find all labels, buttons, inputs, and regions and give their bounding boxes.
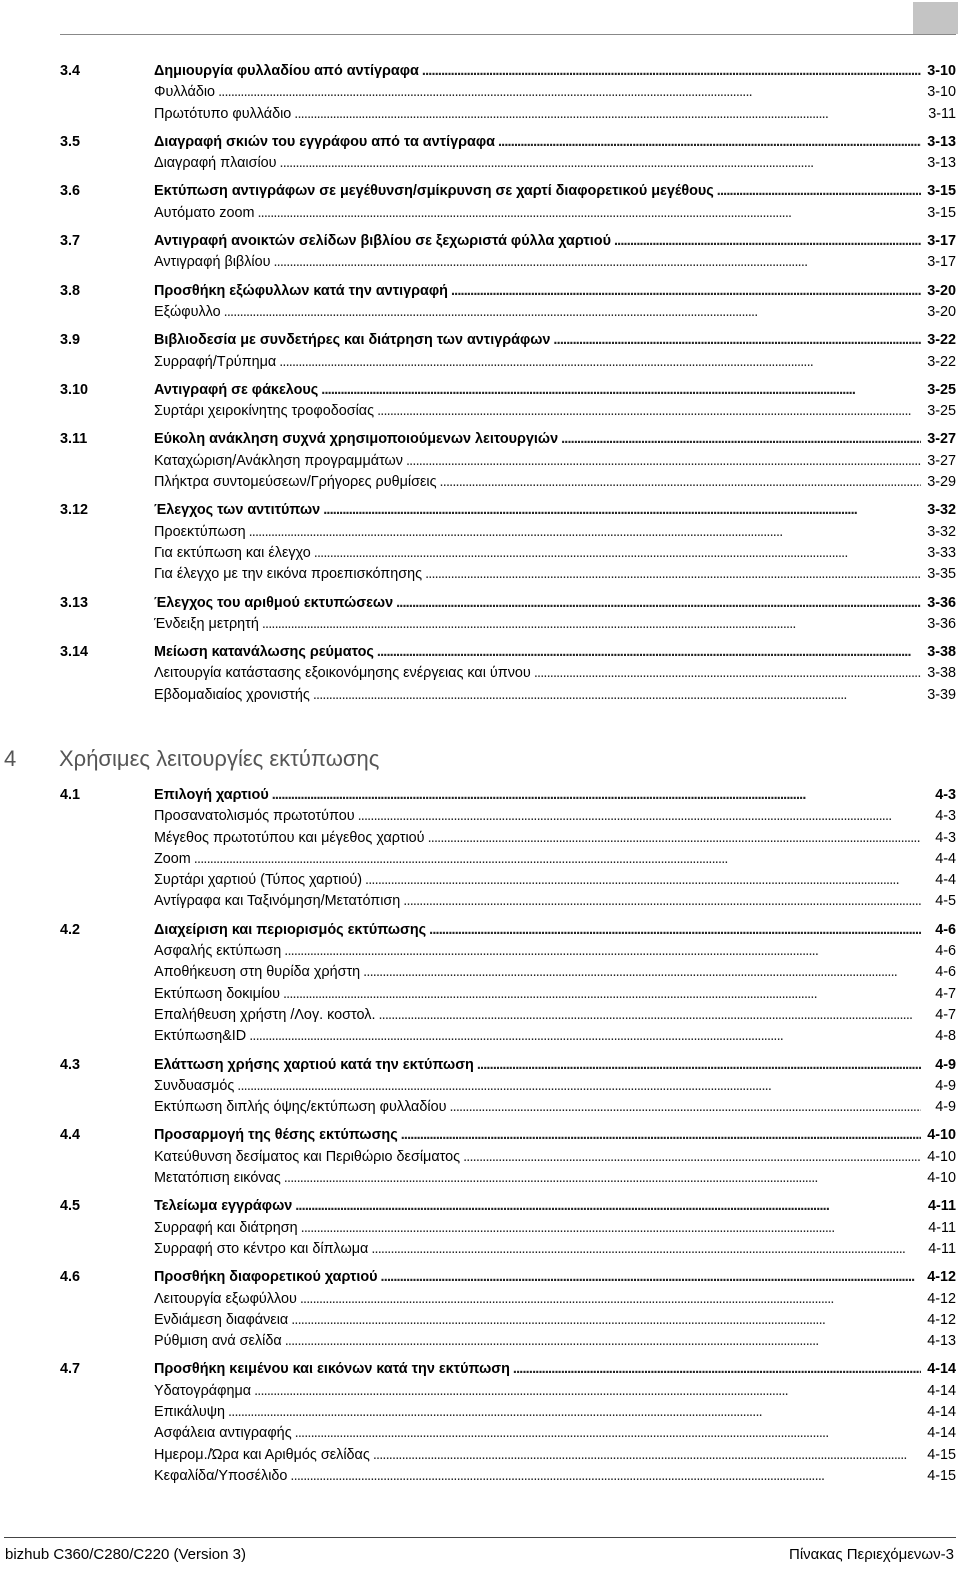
subsection-title: Μέγεθος πρωτοτύπου και μέγεθος χαρτιού: [154, 829, 425, 846]
page-ref: 3-36: [927, 615, 956, 632]
dot-leader: [561, 429, 921, 450]
subsection-title: Λειτουργία εξωφύλλου: [154, 1290, 297, 1307]
top-divider: [60, 34, 956, 35]
bottom-divider: [4, 1537, 956, 1538]
page-ref: 4-9: [935, 1056, 956, 1073]
subsection-title: Αντιγραφή βιβλίου: [154, 254, 271, 271]
dot-leader: [291, 1310, 921, 1331]
page-ref: 3-13: [927, 155, 956, 172]
section-number: 3.12: [60, 502, 89, 519]
page-ref: 4-11: [928, 1219, 956, 1236]
subsection-title: Ενδιάμεση διαφάνεια: [154, 1311, 289, 1328]
page-ref: 4-13: [927, 1333, 956, 1350]
subsection-title: Κατεύθυνση δεσίματος και Περιθώριο δεσίματος: [154, 1148, 461, 1165]
page-ref: 4-12: [927, 1269, 956, 1286]
toc-subsection-row[interactable]: [60, 1218, 956, 1239]
dot-leader: [406, 451, 921, 472]
toc-section: [60, 61, 956, 125]
toc-subsection-row[interactable]: [60, 663, 956, 684]
dot-leader: [534, 663, 921, 684]
section-number: 4.5: [60, 1198, 81, 1215]
subsection-title: Για έλεγχο με την εικόνα προεπισκόπησης: [154, 566, 423, 583]
page-ref: 4-4: [935, 850, 956, 867]
page-ref: 3-15: [927, 204, 956, 221]
toc-section-row[interactable]: [60, 1125, 956, 1146]
subsection-title: Ημερομ./Ώρα και Αριθμός σελίδας: [154, 1446, 370, 1463]
toc-subsection-row[interactable]: [60, 828, 956, 849]
page-corner-tab: [913, 2, 958, 34]
dot-leader: [249, 522, 921, 543]
page-ref: 3-27: [927, 452, 956, 469]
page-ref: 3-25: [927, 381, 956, 398]
dot-leader: [273, 252, 921, 273]
dot-leader: [377, 401, 921, 422]
subsection-title: Αυτόματο zoom: [154, 204, 255, 221]
page-ref: 4-8: [935, 1028, 956, 1045]
page-ref: 4-14: [927, 1361, 956, 1378]
section-number: 3.10: [60, 381, 89, 398]
section-title: Αντιγραφή ανοικτών σελίδων βιβλίου σε ξεχωριστά φύλλα χαρτιού: [154, 233, 611, 250]
toc-section-row[interactable]: [60, 181, 956, 202]
subsection-title: Συνδυασμός: [154, 1077, 235, 1094]
toc-subsection-row[interactable]: [60, 962, 956, 983]
subsection-title: Φυλλάδιο: [154, 84, 216, 101]
page-ref: 4-14: [927, 1404, 956, 1421]
page-ref: 3-35: [927, 566, 956, 583]
toc-section: [60, 132, 956, 175]
toc-subsection-row[interactable]: [60, 1005, 956, 1026]
toc-section: [60, 1359, 956, 1487]
toc-section-row[interactable]: [60, 593, 956, 614]
section-number: 3.14: [60, 644, 89, 661]
subsection-title: Αποθήκευση στη θυρίδα χρήστη: [154, 964, 361, 981]
section-title: Ελάττωση χρήσης χαρτιού κατά την εκτύπωση: [154, 1056, 474, 1073]
subsection-title: Μετατόπιση εικόνας: [154, 1170, 281, 1187]
page-ref: 3-13: [927, 133, 956, 150]
page-ref: 4-15: [927, 1467, 956, 1484]
toc-subsection-row[interactable]: [60, 104, 956, 125]
chapter-title: Χρήσιμες λειτουργίες εκτύπωσης: [59, 746, 380, 771]
dot-leader: [358, 806, 921, 827]
toc-subsection-row[interactable]: [60, 472, 956, 493]
dot-leader: [313, 685, 921, 706]
subsection-title: Εκτύπωση διπλής όψης/εκτύπωση φυλλαδίου: [154, 1099, 447, 1116]
toc-section-row[interactable]: [60, 1267, 956, 1288]
page-ref: 3-25: [927, 403, 956, 420]
page-ref: 4-14: [927, 1382, 956, 1399]
footer-product-name: bizhub C360/C280/C220 (Version 3): [5, 1546, 246, 1563]
page-ref: 4-12: [927, 1311, 956, 1328]
page-ref: 3-27: [927, 431, 956, 448]
page-ref: 4-10: [927, 1148, 956, 1165]
toc-section: [60, 231, 956, 274]
toc-subsection-row[interactable]: [60, 522, 956, 543]
page-ref: 3-38: [927, 644, 956, 661]
page-ref: 4-9: [935, 1077, 956, 1094]
dot-leader: [463, 1147, 921, 1168]
section-title: Προσθήκη εξώφυλλων κατά την αντιγραφή: [154, 282, 448, 299]
section-number: 3.5: [60, 133, 81, 150]
chapter-number: 4: [4, 746, 17, 771]
dot-leader: [257, 203, 921, 224]
toc-subsection-row[interactable]: [60, 1402, 956, 1423]
dot-leader: [295, 1423, 921, 1444]
subsection-title: Αντίγραφα και Ταξινόμηση/Μετατόπιση: [154, 893, 401, 910]
toc-subsection-row[interactable]: [60, 1289, 956, 1310]
subsection-title: Ένδειξη μετρητή: [154, 615, 259, 632]
subsection-title: Συρραφή και διάτρηση: [154, 1219, 298, 1236]
toc-section: [60, 281, 956, 324]
section-number: 4.4: [60, 1127, 81, 1144]
toc-subsection-row[interactable]: [60, 1466, 956, 1487]
section-title: Μείωση κατανάλωσης ρεύματος: [154, 644, 374, 661]
toc-section-row[interactable]: [60, 1359, 956, 1380]
toc-subsection-row[interactable]: [60, 1331, 956, 1352]
toc-section: [60, 593, 956, 636]
toc-subsection-row[interactable]: [60, 564, 956, 585]
section-number: 4.7: [60, 1361, 81, 1378]
toc-subsection-row[interactable]: [60, 1026, 956, 1047]
page-ref: 3-38: [927, 665, 956, 682]
dot-leader: [429, 920, 921, 941]
subsection-title: Συρραφή/Τρύπημα: [154, 353, 277, 370]
dot-leader: [422, 61, 921, 82]
toc-section: [60, 330, 956, 373]
page-ref: 4-14: [927, 1425, 956, 1442]
toc-subsection-row[interactable]: [60, 685, 956, 706]
dot-leader: [377, 642, 921, 663]
toc-section-row[interactable]: [60, 61, 956, 82]
subsection-title: Ασφαλής εκτύπωση: [154, 943, 282, 960]
subsection-title: Πρωτότυπο φυλλάδιο: [154, 105, 292, 122]
toc-section-row[interactable]: [60, 1196, 956, 1217]
dot-leader: [449, 1097, 921, 1118]
dot-leader: [300, 1289, 921, 1310]
page-ref: 4-10: [927, 1127, 956, 1144]
section-title: Προσθήκη διαφορετικού χαρτιού: [154, 1269, 378, 1286]
section-title: Εκτύπωση αντιγράφων σε μεγέθυνση/σμίκρυνση σε χαρτί διαφορετικού μεγέθους: [154, 183, 714, 200]
toc-section: [60, 1267, 956, 1352]
page-ref: 4-6: [935, 943, 956, 960]
page-ref: 4-9: [935, 1099, 956, 1116]
page-ref: 4-6: [935, 921, 956, 938]
toc-section-row[interactable]: [60, 429, 956, 450]
dot-leader: [295, 1196, 921, 1217]
section-number: 4.6: [60, 1269, 81, 1286]
page-ref: 3-36: [927, 594, 956, 611]
page-ref: 3-20: [927, 303, 956, 320]
subsection-title: Εκτύπωση&ID: [154, 1028, 247, 1045]
toc-subsection-row[interactable]: [60, 1076, 956, 1097]
toc-subsection-row[interactable]: [60, 1147, 956, 1168]
dot-leader: [553, 330, 921, 351]
section-title: Επιλογή χαρτιού: [154, 787, 269, 803]
subsection-title: Για εκτύπωση και έλεγχο: [154, 544, 311, 561]
toc-subsection-row[interactable]: [60, 984, 956, 1005]
page-ref: 4-11: [927, 1198, 956, 1215]
dot-leader: [272, 785, 921, 806]
dot-leader: [451, 281, 921, 302]
dot-leader: [477, 1055, 921, 1076]
subsection-title: Υδατογράφημα: [154, 1382, 252, 1399]
page-ref: 3-22: [927, 353, 956, 370]
toc-subsection-row[interactable]: [60, 1310, 956, 1331]
page-ref: 4-6: [935, 964, 956, 981]
subsection-title: Προεκτύπωση: [154, 523, 246, 540]
chapter-heading: [4, 746, 379, 772]
toc-section-row[interactable]: [60, 380, 956, 401]
toc-section-row[interactable]: [60, 785, 956, 806]
toc-section-row[interactable]: [60, 500, 956, 521]
toc-subsection-row[interactable]: [60, 891, 956, 912]
subsection-title: Ασφάλεια αντιγραφής: [154, 1425, 292, 1442]
toc-subsection-row[interactable]: [60, 1423, 956, 1444]
section-title: Προσαρμογή της θέσης εκτύπωσης: [154, 1127, 398, 1144]
dot-leader: [513, 1359, 921, 1380]
toc-section: [60, 1055, 956, 1119]
toc-subsection-row[interactable]: [60, 153, 956, 174]
toc-subsection-row[interactable]: [60, 203, 956, 224]
page-ref: 4-10: [927, 1170, 956, 1187]
subsection-title: Συρραφή στο κέντρο και δίπλωμα: [154, 1240, 369, 1257]
subsection-title: Zoom: [154, 850, 191, 867]
page-ref: 4-7: [935, 985, 956, 1002]
dot-leader: [378, 1005, 921, 1026]
toc-subsection-row[interactable]: [60, 849, 956, 870]
subsection-title: Επαλήθευση χρήστη /Λογ. κοστολ.: [154, 1006, 376, 1023]
page-ref: 3-32: [927, 523, 956, 540]
page-ref: 4-3: [935, 787, 956, 803]
dot-leader: [279, 352, 921, 373]
subsection-title: Προσανατολισμός πρωτοτύπου: [154, 808, 355, 825]
dot-leader: [224, 302, 921, 323]
page-ref: 3-20: [927, 282, 956, 299]
toc-section-row[interactable]: [60, 281, 956, 302]
dot-leader: [614, 231, 921, 252]
page-ref: 3-10: [927, 63, 956, 79]
dot-leader: [365, 870, 921, 891]
subsection-title: Πλήκτρα συντομεύσεων/Γρήγορες ρυθμίσεις: [154, 474, 437, 491]
subsection-title: Συρτάρι χαρτιού (Τύπος χαρτιού): [154, 872, 363, 889]
page-ref: 3-17: [927, 254, 956, 271]
toc-section: [60, 181, 956, 224]
toc-section-row[interactable]: [60, 231, 956, 252]
toc-subsection-row[interactable]: [60, 1239, 956, 1260]
toc-section: [60, 1196, 956, 1260]
page-ref: 3-39: [927, 686, 956, 703]
page-ref: 4-3: [935, 808, 956, 825]
page-ref: 3-29: [927, 474, 956, 491]
subsection-title: Λειτουργία κατάστασης εξοικονόμησης ενέργειας και ύπνου: [154, 665, 531, 682]
subsection-title: Διαγραφή πλαισίου: [154, 155, 277, 172]
footer-page-number: Πίνακας Περιεχόμενων-3: [789, 1546, 954, 1563]
dot-leader: [283, 984, 921, 1005]
page-ref: 3-17: [927, 233, 956, 250]
dot-leader: [403, 891, 921, 912]
section-title: Έλεγχος των αντιτύπων: [154, 502, 321, 519]
section-title: Αντιγραφή σε φάκελους: [154, 381, 319, 398]
subsection-title: Εβδομαδιαίος χρονιστής: [154, 686, 310, 703]
subsection-title: Επικάλυψη: [154, 1404, 226, 1421]
section-number: 4.1: [60, 787, 81, 803]
dot-leader: [425, 564, 921, 585]
toc-section-row[interactable]: [60, 920, 956, 941]
toc-subsection-row[interactable]: [60, 82, 956, 103]
toc-subsection-row[interactable]: [60, 302, 956, 323]
dot-leader: [290, 1466, 921, 1487]
dot-leader: [373, 1445, 921, 1466]
subsection-title: Κεφαλίδα/Υποσέλιδο: [154, 1467, 288, 1484]
subsection-title: Ρύθμιση ανά σελίδα: [154, 1333, 282, 1350]
toc-subsection-row[interactable]: [60, 1097, 956, 1118]
toc-subsection-row[interactable]: [60, 941, 956, 962]
toc-section-row[interactable]: [60, 330, 956, 351]
subsection-title: Εξώφυλλο: [154, 303, 221, 320]
toc-subsection-row[interactable]: [60, 1168, 956, 1189]
section-title: Διαγραφή σκιών του εγγράφου από τα αντίγραφα: [154, 133, 495, 150]
toc-section: [60, 380, 956, 423]
section-number: 4.2: [60, 921, 81, 938]
toc-chapter-3-continued: [60, 61, 956, 713]
toc-section: [60, 785, 956, 913]
dot-leader: [323, 500, 921, 521]
section-number: 3.4: [60, 63, 81, 79]
toc-section-row[interactable]: [60, 1055, 956, 1076]
page-ref: 3-11: [928, 105, 956, 122]
page-ref: 3-22: [927, 332, 956, 349]
dot-leader: [314, 543, 921, 564]
dot-leader: [285, 1331, 921, 1352]
toc-subsection-row[interactable]: [60, 401, 956, 422]
section-number: 3.6: [60, 183, 81, 200]
dot-leader: [284, 941, 921, 962]
dot-leader: [228, 1402, 921, 1423]
page-ref: 4-12: [927, 1290, 956, 1307]
dot-leader: [218, 82, 921, 103]
toc-subsection-row[interactable]: [60, 870, 956, 891]
section-title: Διαχείριση και περιορισμός εκτύπωσης: [154, 921, 427, 938]
section-title: Δημιουργία φυλλαδίου από αντίγραφα: [154, 63, 419, 79]
section-title: Προσθήκη κειμένου και εικόνων κατά την εκτύπωση: [154, 1361, 510, 1378]
dot-leader: [440, 472, 921, 493]
subsection-title: Εκτύπωση δοκιμίου: [154, 985, 280, 1002]
dot-leader: [237, 1076, 921, 1097]
section-title: Βιβλιοδεσία με συνδετήρες και διάτρηση των αντιγράφων: [154, 332, 551, 349]
dot-leader: [498, 132, 921, 153]
dot-leader: [254, 1381, 921, 1402]
page-ref: 4-5: [935, 893, 956, 910]
toc-subsection-row[interactable]: [60, 1445, 956, 1466]
page-ref: 3-15: [927, 183, 956, 200]
page-ref: 3-33: [927, 544, 956, 561]
toc-subsection-row[interactable]: [60, 614, 956, 635]
section-number: 3.9: [60, 332, 81, 349]
section-title: Έλεγχος του αριθμού εκτυπώσεων: [154, 594, 394, 611]
toc-subsection-row[interactable]: [60, 806, 956, 827]
section-number: 3.11: [60, 431, 88, 448]
toc-chapter-4: [60, 785, 956, 1494]
section-number: 4.3: [60, 1056, 81, 1073]
dot-leader: [717, 181, 921, 202]
section-number: 3.8: [60, 282, 81, 299]
dot-leader: [249, 1026, 921, 1047]
subsection-title: Καταχώριση/Ανάκληση προγραμμάτων: [154, 452, 403, 469]
toc-section: [60, 920, 956, 1048]
dot-leader: [396, 593, 921, 614]
toc-section: [60, 500, 956, 585]
page-ref: 3-10: [927, 84, 956, 101]
dot-leader: [301, 1218, 921, 1239]
toc-section-row[interactable]: [60, 132, 956, 153]
toc-subsection-row[interactable]: [60, 252, 956, 273]
section-title: Τελείωμα εγγράφων: [154, 1198, 293, 1215]
page-ref: 3-32: [927, 502, 956, 519]
dot-leader: [381, 1267, 921, 1288]
dot-leader: [280, 153, 921, 174]
subsection-title: Συρτάρι χειροκίνητης τροφοδοσίας: [154, 403, 375, 420]
toc-subsection-row[interactable]: [60, 352, 956, 373]
dot-leader: [401, 1125, 921, 1146]
page-ref: 4-4: [935, 872, 956, 889]
toc-section: [60, 429, 956, 493]
dot-leader: [321, 380, 921, 401]
section-number: 3.7: [60, 233, 81, 250]
toc-subsection-row[interactable]: [60, 1381, 956, 1402]
page-ref: 4-7: [935, 1006, 956, 1023]
dot-leader: [294, 104, 921, 125]
toc-subsection-row[interactable]: [60, 451, 956, 472]
dot-leader: [363, 962, 921, 983]
toc-subsection-row[interactable]: [60, 543, 956, 564]
dot-leader: [194, 849, 921, 870]
dot-leader: [371, 1239, 921, 1260]
dot-leader: [262, 614, 921, 635]
page-ref: 4-3: [935, 829, 956, 846]
page-ref: 4-11: [928, 1240, 956, 1257]
toc-section-row[interactable]: [60, 642, 956, 663]
page-ref: 4-15: [927, 1446, 956, 1463]
dot-leader: [284, 1168, 921, 1189]
toc-section: [60, 1125, 956, 1189]
section-title: Εύκολη ανάκληση συχνά χρησιμοποιούμενων λειτουργιών: [154, 431, 559, 448]
toc-section: [60, 642, 956, 706]
dot-leader: [428, 828, 921, 849]
section-number: 3.13: [60, 594, 89, 611]
